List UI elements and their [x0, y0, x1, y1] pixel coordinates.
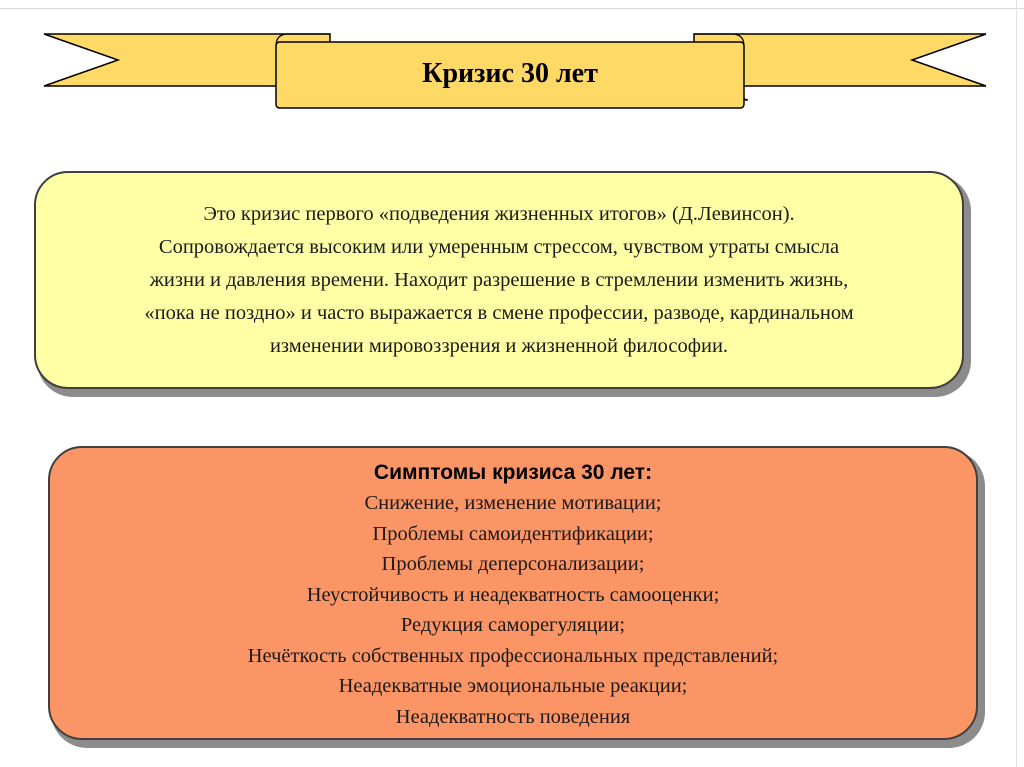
symptoms-box: [48, 446, 978, 740]
symptom-item: Нечёткость собственных профессиональных представлений;: [247, 644, 779, 667]
page-title: Кризис 30 лет: [422, 58, 598, 89]
symptom-item: Неустойчивость и неадекватность самооценки;: [306, 583, 720, 606]
symptom-item: Проблемы деперсонализации;: [381, 553, 645, 575]
symptoms-title: Симптомы кризиса 30 лет:: [373, 461, 653, 484]
symptom-item: Проблемы самоидентификации;: [372, 522, 654, 545]
definition-box: [34, 171, 964, 389]
definition-line: Сопровождается высоким или умеренным стрессом, чувством утраты смысла: [158, 235, 840, 258]
definition-line: «пока не поздно» и часто выражается в смене профессии, разводе, кардинальном: [144, 301, 854, 324]
definition-line: жизни и давления времени. Находит разрешение в стремлении изменить жизнь,: [149, 268, 849, 291]
symptom-item: Редукция саморегуляции;: [400, 614, 626, 636]
symptom-item: Неадекватность поведения: [395, 705, 631, 728]
definition-line: Это кризис первого «подведения жизненных итогов» (Д.Левинсон).: [203, 202, 795, 225]
symptom-item: Неадекватные эмоциональные реакции;: [338, 675, 688, 697]
symptoms-list: [248, 488, 779, 732]
definition-line: изменении мировоззрения и жизненной философии.: [269, 334, 729, 357]
symptom-item: Снижение, изменение мотивации;: [364, 492, 662, 514]
definition-text: [59, 198, 939, 363]
